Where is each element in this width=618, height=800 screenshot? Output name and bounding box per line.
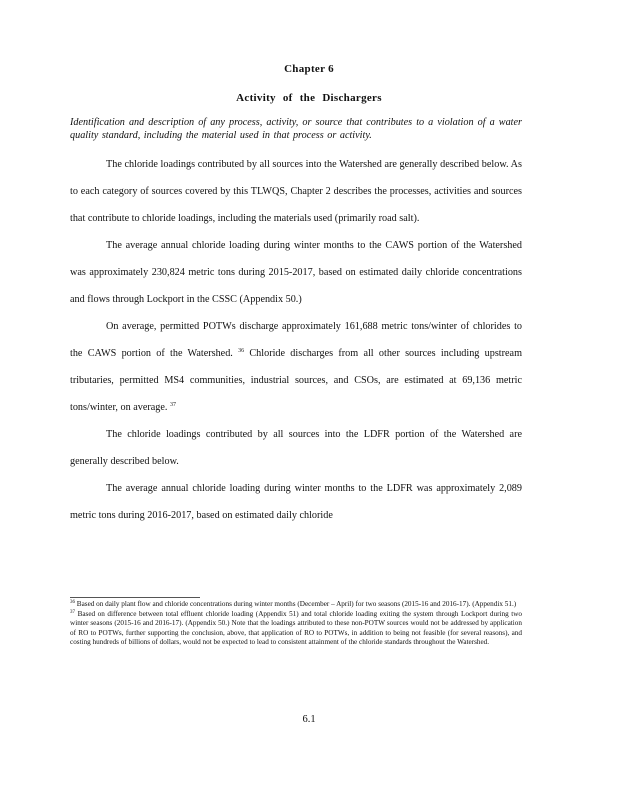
section-heading: Activity of the Dischargers	[236, 92, 382, 104]
body-text	[70, 151, 522, 529]
paragraph-ldfr-loading: The average annual chloride loading during winter months to the LDFR was approximately 2,089 metric tons during 2016-2017, based on estimated daily chloride	[70, 483, 522, 521]
footnote-text: Based on difference between total effluent chloride loading (Appendix 51) and total chloride loading exiting the system through Lockport during two winter seasons (2015-16 and 2016-17). (Appendix 50.) Note that the loadings attributed to these non-POTW sources would not be addressed by application of RO to POTWs, further supporting the conclusion, above, that application of RO to POTWs, in addition to being not feasible (for several reasons), and costing hundreds of billions of dollars, would not be expected to lead to consistent attainment of the chloride standards throughout the Watershed.	[70, 609, 522, 647]
page-number: 6.1	[302, 714, 316, 725]
footnote-37	[70, 610, 522, 648]
paragraph-potw-discharge	[70, 313, 522, 421]
paragraph-sources-overview: The chloride loadings contributed by all sources into the Watershed are generally described below. As to each category of sources covered by this TLWQS, Chapter 2 describes the processes, activities and sources that contribute to chloride loadings, including the materials used (primarily road salt).	[70, 159, 522, 224]
footnote-number: 36	[70, 600, 75, 605]
paragraph-caws-loading: The average annual chloride loading during winter months to the CAWS portion of the Watershed was approximately 230,824 metric tons during 2015-2017, based on estimated daily chloride concentrations and flows through Lockport in the CSSC (Appendix 50.)	[70, 240, 522, 305]
paragraph-potw-text-1: On average, permitted POTWs discharge approximately 161,688 metric tons/winter of chlorides to the CAWS portion of the Watershed.	[70, 321, 522, 359]
footnote-ref-36[interactable]: 36	[238, 348, 245, 354]
footnote-separator	[70, 597, 200, 598]
chapter-heading: Chapter 6	[284, 63, 334, 75]
paragraph-ldfr-overview: The chloride loadings contributed by all sources into the LDFR portion of the Watershed are generally described below.	[70, 429, 522, 467]
footnote-ref-37[interactable]: 37	[170, 402, 177, 408]
paragraph-potw-text-2: Chloride discharges from all other sources including upstream tributaries, permitted MS4 communities, industrial sources, and CSOs, are estimated at 69,136 metric tons/winter, on average.	[70, 348, 523, 413]
footnote-text: Based on daily plant flow and chloride concentrations during winter months (December – April) for two seasons (2015-16 and 2016-17). (Appendix 51.)	[76, 600, 517, 608]
identification-statement: Identification and description of any process, activity, or source that contributes to a violation of a water quality standard, including the material used in that process or activity.	[70, 117, 522, 141]
footnote-36	[70, 600, 522, 610]
footnote-number: 37	[70, 609, 75, 615]
footnotes	[70, 600, 522, 648]
